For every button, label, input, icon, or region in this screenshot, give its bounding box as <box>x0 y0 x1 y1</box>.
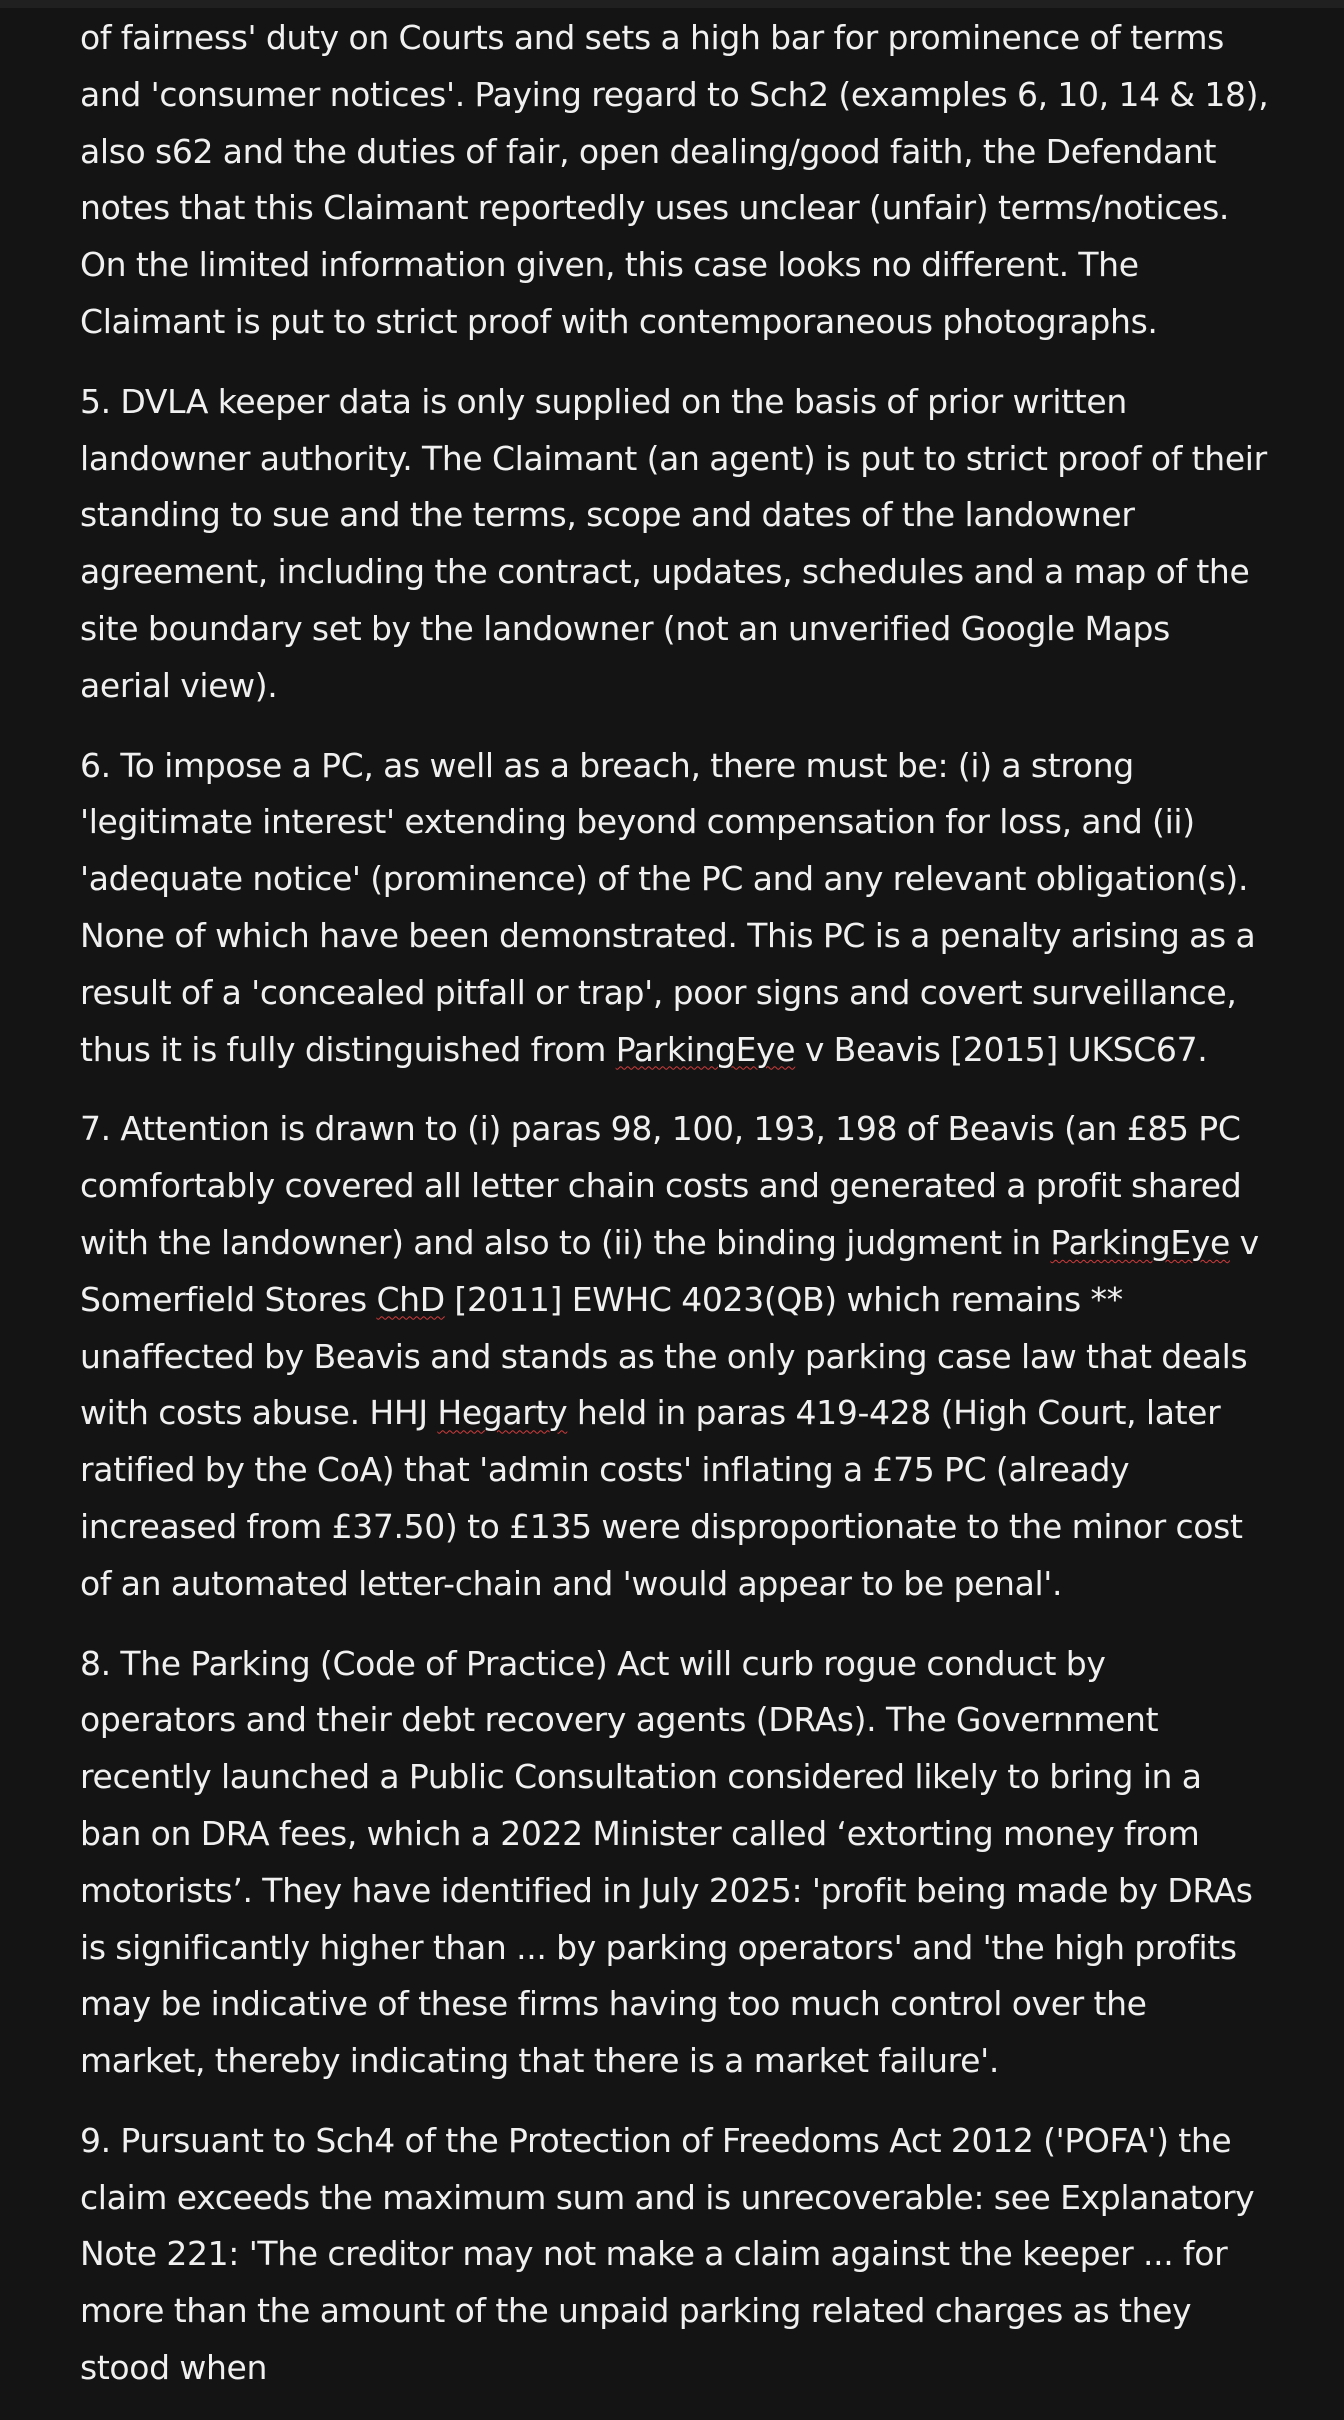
spellcheck-flagged-word[interactable]: ParkingEye <box>1050 1222 1230 1262</box>
text-run: 7. Attention is drawn to (i) paras 98, 100, 193, 198 of Beavis (an £85 PC comfortably covered all letter chain costs and generated a profit shared with the landowner) and also to (ii) the binding judgment in <box>80 1109 1242 1262</box>
top-edge-bar <box>0 0 1344 8</box>
text-run: of fairness' duty on Courts and sets a high bar for prominence of terms and 'consumer notices'. Paying regard to Sch2 (examples 6, 10, 14 & 18), also s62 and the duties of fair, open dealing/good faith, the Defendant notes that this Claimant reportedly uses unclear (unfair) terms/notices. On the limited information given, this case looks no different. The Claimant is put to strict proof with contemporaneous photographs. <box>80 18 1269 341</box>
text-run: [2011] EWHC 4023(QB) which remains ** unaffected by Beavis and stands as the only parking case law that deals with costs abuse. HHJ <box>80 1279 1248 1433</box>
text-run: 6. To impose a PC, as well as a breach, there must be: (i) a strong 'legitimate interest' extending beyond compensation for loss, and (ii) 'adequate notice' (prominence) of the PC and any relevant obligation(s). None of which have been demonstrated. This PC is a penalty arising as a result of a 'concealed pitfall or trap', poor signs and covert surveillance, thus it is fully distinguished from <box>80 745 1256 1069</box>
paragraph-7-beavis-somerfield <box>80 1101 1270 1612</box>
document-body <box>80 10 1270 2420</box>
spellcheck-flagged-word[interactable]: Hegarty <box>437 1393 568 1433</box>
paragraph-8-parking-code-of-practice <box>80 1636 1270 2090</box>
text-run: v Beavis [2015] UKSC67. <box>795 1029 1208 1069</box>
spellcheck-flagged-word[interactable]: ParkingEye <box>615 1029 796 1069</box>
paragraph-6-penalty-charge <box>80 738 1270 1079</box>
text-run: held in paras 419-428 (High Court, later ratified by the CoA) that 'admin costs' inflating a £75 PC (already increased from £37.50) to £135 were disproportionate to the minor cost of an automated letter-chain and 'would appear to be penal'. <box>80 1393 1243 1603</box>
text-run: 9. Pursuant to Sch4 of the Protection of Freedoms Act 2012 ('POFA') the claim exceeds the maximum sum and is unrecoverable: see Explanatory Note 221: 'The creditor may not make a claim against the keeper ... for more than the amount of the unpaid parking related charges as they stood when <box>80 2120 1255 2388</box>
paragraph-9-pofa-schedule-4 <box>80 2113 1270 2397</box>
spellcheck-flagged-word[interactable]: ChD <box>376 1279 445 1319</box>
paragraph-5-dvla-keeper-data <box>80 374 1270 715</box>
text-run: 8. The Parking (Code of Practice) Act will curb rogue conduct by operators and their debt recovery agents (DRAs). The Government recently launched a Public Consultation considered likely to bring in a ban on DRA fees, which a 2022 Minister called ‘extorting money from motorists’. They have identified in July 2025: 'profit being made by DRAs is significantly higher than ... by parking operators' and 'the high profits may be indicative of these firms having too much control over the market, thereby indicating that there is a market failure'. <box>80 1643 1253 2081</box>
text-run: v Somerfield Stores <box>80 1222 1259 1319</box>
paragraph-fairness-continuation <box>80 10 1270 351</box>
text-run: 5. DVLA keeper data is only supplied on the basis of prior written landowner authority. The Claimant (an agent) is put to strict proof of their standing to sue and the terms, scope and dates of the landowner agreement, including the contract, updates, schedules and a map of the site boundary set by the landowner (not an unverified Google Maps aerial view). <box>80 381 1267 705</box>
